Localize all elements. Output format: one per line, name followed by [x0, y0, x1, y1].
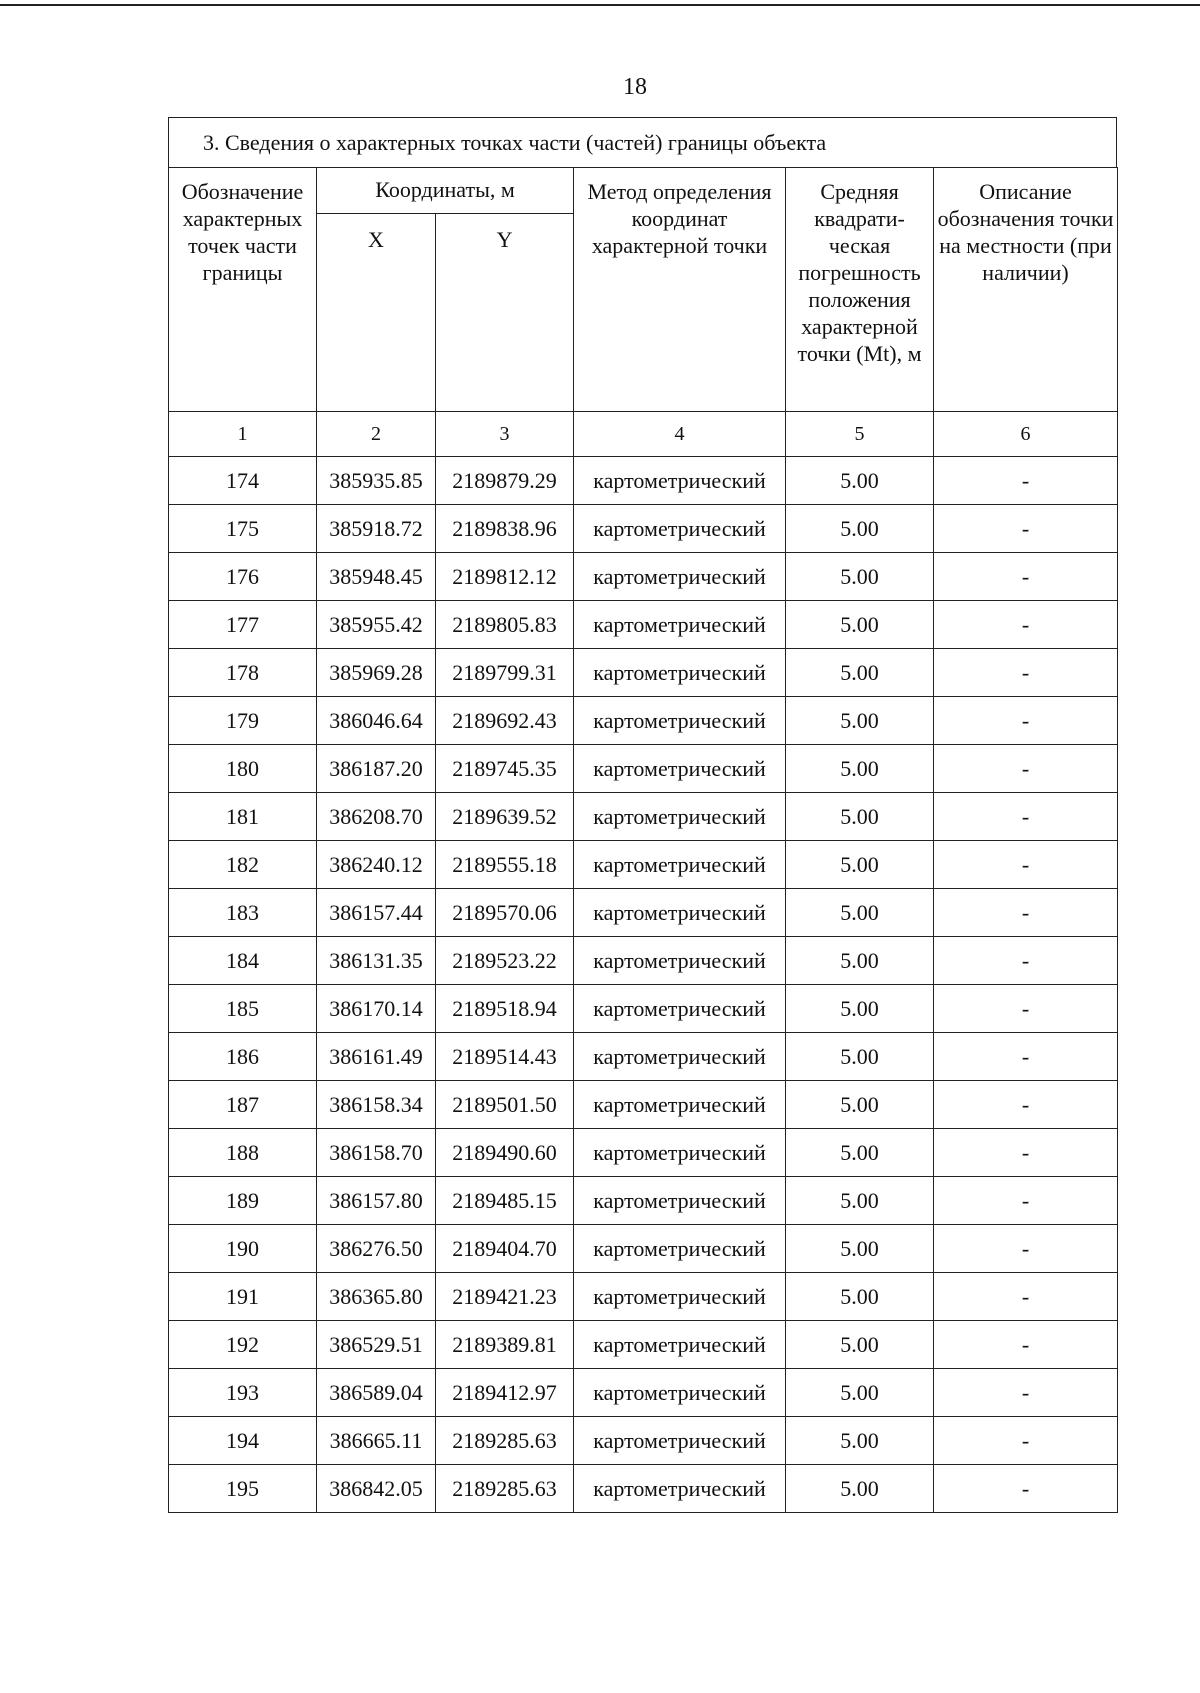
- cell-method: картометрический: [574, 553, 786, 601]
- cell-y: 2189285.63: [436, 1465, 574, 1513]
- cell-method: картометрический: [574, 1369, 786, 1417]
- cell-method: картометрический: [574, 1321, 786, 1369]
- cell-description: -: [934, 1033, 1118, 1081]
- column-number: 3: [436, 412, 574, 457]
- column-number: 4: [574, 412, 786, 457]
- cell-point: 187: [169, 1081, 317, 1129]
- cell-y: 2189879.29: [436, 457, 574, 505]
- cell-x: 386842.05: [317, 1465, 436, 1513]
- cell-x: 386665.11: [317, 1417, 436, 1465]
- cell-y: 2189639.52: [436, 793, 574, 841]
- cell-x: 386187.20: [317, 745, 436, 793]
- cell-y: 2189485.15: [436, 1177, 574, 1225]
- cell-point: 181: [169, 793, 317, 841]
- cell-description: -: [934, 1225, 1118, 1273]
- cell-method: картометрический: [574, 985, 786, 1033]
- table-row: [169, 1081, 1118, 1129]
- cell-y: 2189501.50: [436, 1081, 574, 1129]
- cell-x: 385948.45: [317, 553, 436, 601]
- boundary-points-table: [168, 167, 1118, 1513]
- cell-point: 189: [169, 1177, 317, 1225]
- cell-x: 386208.70: [317, 793, 436, 841]
- cell-error: 5.00: [786, 985, 934, 1033]
- cell-y: 2189514.43: [436, 1033, 574, 1081]
- header-method: Метод определения координат характерной точки: [574, 168, 786, 412]
- cell-y: 2189745.35: [436, 745, 574, 793]
- cell-y: 2189285.63: [436, 1417, 574, 1465]
- cell-method: картометрический: [574, 1465, 786, 1513]
- cell-method: картометрический: [574, 937, 786, 985]
- cell-method: картометрический: [574, 793, 786, 841]
- boundary-points-sheet: [168, 117, 1117, 1513]
- cell-method: картометрический: [574, 601, 786, 649]
- cell-point: 174: [169, 457, 317, 505]
- cell-description: -: [934, 1177, 1118, 1225]
- table-row: [169, 937, 1118, 985]
- cell-y: 2189518.94: [436, 985, 574, 1033]
- cell-description: -: [934, 985, 1118, 1033]
- cell-error: 5.00: [786, 841, 934, 889]
- cell-description: -: [934, 649, 1118, 697]
- cell-point: 182: [169, 841, 317, 889]
- header-point: Обозначение характерных точек части границы: [169, 168, 317, 412]
- cell-point: 195: [169, 1465, 317, 1513]
- header-coordinates: Координаты, м: [317, 168, 574, 214]
- cell-error: 5.00: [786, 745, 934, 793]
- cell-error: 5.00: [786, 1081, 934, 1129]
- cell-method: картометрический: [574, 505, 786, 553]
- cell-method: картометрический: [574, 1081, 786, 1129]
- cell-method: картометрический: [574, 1417, 786, 1465]
- cell-description: -: [934, 457, 1118, 505]
- table-row: [169, 1465, 1118, 1513]
- cell-x: 386158.34: [317, 1081, 436, 1129]
- cell-y: 2189490.60: [436, 1129, 574, 1177]
- cell-description: -: [934, 1129, 1118, 1177]
- cell-method: картометрический: [574, 697, 786, 745]
- cell-point: 186: [169, 1033, 317, 1081]
- cell-error: 5.00: [786, 601, 934, 649]
- cell-description: -: [934, 889, 1118, 937]
- table-row: [169, 457, 1118, 505]
- cell-error: 5.00: [786, 1273, 934, 1321]
- column-number: 2: [317, 412, 436, 457]
- cell-error: 5.00: [786, 1465, 934, 1513]
- cell-x: 386157.80: [317, 1177, 436, 1225]
- cell-description: -: [934, 1081, 1118, 1129]
- cell-y: 2189555.18: [436, 841, 574, 889]
- cell-y: 2189805.83: [436, 601, 574, 649]
- cell-y: 2189838.96: [436, 505, 574, 553]
- cell-point: 185: [169, 985, 317, 1033]
- cell-point: 194: [169, 1417, 317, 1465]
- cell-point: 183: [169, 889, 317, 937]
- table-row: [169, 1369, 1118, 1417]
- table-body: [169, 412, 1118, 1513]
- cell-method: картометрический: [574, 1033, 786, 1081]
- cell-x: 386529.51: [317, 1321, 436, 1369]
- section-title: 3. Сведения о характерных точках части (частей) границы объекта: [168, 117, 1117, 167]
- cell-error: 5.00: [786, 793, 934, 841]
- cell-x: 385969.28: [317, 649, 436, 697]
- cell-description: -: [934, 841, 1118, 889]
- top-rule: [0, 4, 1200, 6]
- cell-x: 386240.12: [317, 841, 436, 889]
- table-row: [169, 553, 1118, 601]
- cell-error: 5.00: [786, 1369, 934, 1417]
- cell-point: 190: [169, 1225, 317, 1273]
- cell-x: 386161.49: [317, 1033, 436, 1081]
- cell-y: 2189799.31: [436, 649, 574, 697]
- table-row: [169, 1225, 1118, 1273]
- cell-error: 5.00: [786, 1177, 934, 1225]
- cell-y: 2189692.43: [436, 697, 574, 745]
- cell-error: 5.00: [786, 457, 934, 505]
- cell-y: 2189812.12: [436, 553, 574, 601]
- cell-method: картометрический: [574, 1129, 786, 1177]
- cell-x: 386170.14: [317, 985, 436, 1033]
- header-y: Y: [436, 214, 574, 412]
- cell-error: 5.00: [786, 1417, 934, 1465]
- cell-point: 192: [169, 1321, 317, 1369]
- cell-y: 2189570.06: [436, 889, 574, 937]
- cell-error: 5.00: [786, 1033, 934, 1081]
- table-row: [169, 697, 1118, 745]
- table-row: [169, 889, 1118, 937]
- table-row: [169, 985, 1118, 1033]
- cell-description: -: [934, 1417, 1118, 1465]
- cell-x: 385918.72: [317, 505, 436, 553]
- cell-description: -: [934, 1465, 1118, 1513]
- cell-error: 5.00: [786, 505, 934, 553]
- cell-x: 386276.50: [317, 1225, 436, 1273]
- cell-description: -: [934, 937, 1118, 985]
- column-number: 1: [169, 412, 317, 457]
- cell-point: 178: [169, 649, 317, 697]
- cell-x: 385935.85: [317, 457, 436, 505]
- cell-method: картометрический: [574, 889, 786, 937]
- table-row: [169, 1177, 1118, 1225]
- cell-description: -: [934, 1273, 1118, 1321]
- cell-x: 386365.80: [317, 1273, 436, 1321]
- column-number-row: [169, 412, 1118, 457]
- cell-description: -: [934, 553, 1118, 601]
- cell-method: картометрический: [574, 649, 786, 697]
- cell-error: 5.00: [786, 1225, 934, 1273]
- cell-description: -: [934, 1369, 1118, 1417]
- cell-y: 2189523.22: [436, 937, 574, 985]
- cell-x: 386589.04: [317, 1369, 436, 1417]
- table-row: [169, 1129, 1118, 1177]
- cell-error: 5.00: [786, 697, 934, 745]
- cell-method: картометрический: [574, 1273, 786, 1321]
- cell-description: -: [934, 745, 1118, 793]
- cell-description: -: [934, 601, 1118, 649]
- cell-point: 193: [169, 1369, 317, 1417]
- cell-point: 191: [169, 1273, 317, 1321]
- header-error: Средняя квадрати- ческая погрешность положения характерной точки (Mt), м: [786, 168, 934, 412]
- cell-description: -: [934, 697, 1118, 745]
- cell-method: картометрический: [574, 1225, 786, 1273]
- cell-y: 2189421.23: [436, 1273, 574, 1321]
- table-row: [169, 601, 1118, 649]
- cell-error: 5.00: [786, 889, 934, 937]
- header-x: X: [317, 214, 436, 412]
- cell-error: 5.00: [786, 553, 934, 601]
- cell-y: 2189412.97: [436, 1369, 574, 1417]
- table-row: [169, 649, 1118, 697]
- table-row: [169, 1033, 1118, 1081]
- table-row: [169, 505, 1118, 553]
- table-row: [169, 841, 1118, 889]
- column-number: 6: [934, 412, 1118, 457]
- table-row: [169, 1417, 1118, 1465]
- page-number: 18: [623, 74, 647, 100]
- cell-error: 5.00: [786, 649, 934, 697]
- cell-method: картометрический: [574, 457, 786, 505]
- cell-method: картометрический: [574, 841, 786, 889]
- cell-description: -: [934, 505, 1118, 553]
- cell-method: картометрический: [574, 745, 786, 793]
- cell-point: 177: [169, 601, 317, 649]
- cell-description: -: [934, 1321, 1118, 1369]
- table-row: [169, 745, 1118, 793]
- cell-x: 386158.70: [317, 1129, 436, 1177]
- cell-x: 385955.42: [317, 601, 436, 649]
- column-number: 5: [786, 412, 934, 457]
- cell-x: 386046.64: [317, 697, 436, 745]
- cell-x: 386157.44: [317, 889, 436, 937]
- header-description: Описание обозначения точки на местности (при наличии): [934, 168, 1118, 412]
- cell-x: 386131.35: [317, 937, 436, 985]
- cell-point: 175: [169, 505, 317, 553]
- table-row: [169, 1321, 1118, 1369]
- table-row: [169, 793, 1118, 841]
- cell-method: картометрический: [574, 1177, 786, 1225]
- table-row: [169, 1273, 1118, 1321]
- cell-point: 179: [169, 697, 317, 745]
- cell-point: 188: [169, 1129, 317, 1177]
- cell-point: 180: [169, 745, 317, 793]
- cell-point: 184: [169, 937, 317, 985]
- cell-error: 5.00: [786, 937, 934, 985]
- cell-point: 176: [169, 553, 317, 601]
- cell-error: 5.00: [786, 1321, 934, 1369]
- cell-y: 2189389.81: [436, 1321, 574, 1369]
- cell-error: 5.00: [786, 1129, 934, 1177]
- cell-y: 2189404.70: [436, 1225, 574, 1273]
- cell-description: -: [934, 793, 1118, 841]
